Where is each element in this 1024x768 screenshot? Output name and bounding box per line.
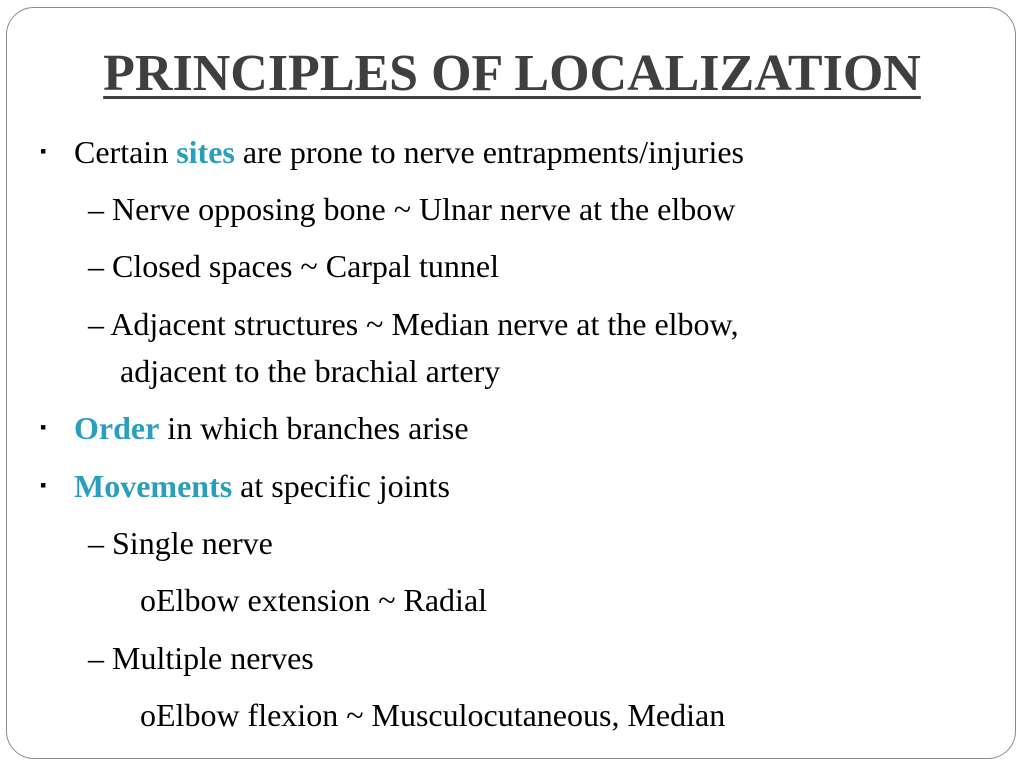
sub-item-single-nerve: – Single nerve bbox=[88, 525, 273, 561]
sub-item-closed-spaces: – Closed spaces ~ Carpal tunnel bbox=[88, 248, 499, 284]
bullet-text-post: at specific joints bbox=[232, 468, 450, 504]
sub-item-adjacent-structures: – Adjacent structures ~ Median nerve at the elbow, bbox=[88, 306, 739, 342]
keyword-sites: sites bbox=[176, 134, 235, 170]
square-bullet-icon: ▪ bbox=[40, 475, 47, 495]
bullet-text-pre: Certain bbox=[74, 134, 177, 170]
sub-sub-item-elbow-flexion: oElbow flexion ~ Musculocutaneous, Median bbox=[140, 697, 726, 733]
bullet-item-order bbox=[74, 408, 469, 448]
keyword-order: Order bbox=[74, 410, 160, 446]
bullet-item-sites bbox=[74, 132, 744, 172]
sub-item-multiple-nerves: – Multiple nerves bbox=[88, 640, 314, 676]
bullet-item-movements bbox=[74, 466, 450, 506]
square-bullet-icon: ▪ bbox=[40, 141, 47, 161]
bullet-text-post: are prone to nerve entrapments/injuries bbox=[234, 134, 744, 170]
sub-item-nerve-opposing-bone: – Nerve opposing bone ~ Ulnar nerve at the elbow bbox=[88, 191, 736, 227]
sub-sub-item-elbow-extension: oElbow extension ~ Radial bbox=[140, 582, 488, 618]
keyword-movements: Movements bbox=[74, 468, 233, 504]
sub-item-adjacent-structures-continued: adjacent to the brachial artery bbox=[120, 353, 501, 389]
square-bullet-icon: ▪ bbox=[40, 417, 47, 437]
bullet-text-post: in which branches arise bbox=[159, 410, 469, 446]
slide-title: PRINCIPLES OF LOCALIZATION bbox=[103, 45, 921, 102]
